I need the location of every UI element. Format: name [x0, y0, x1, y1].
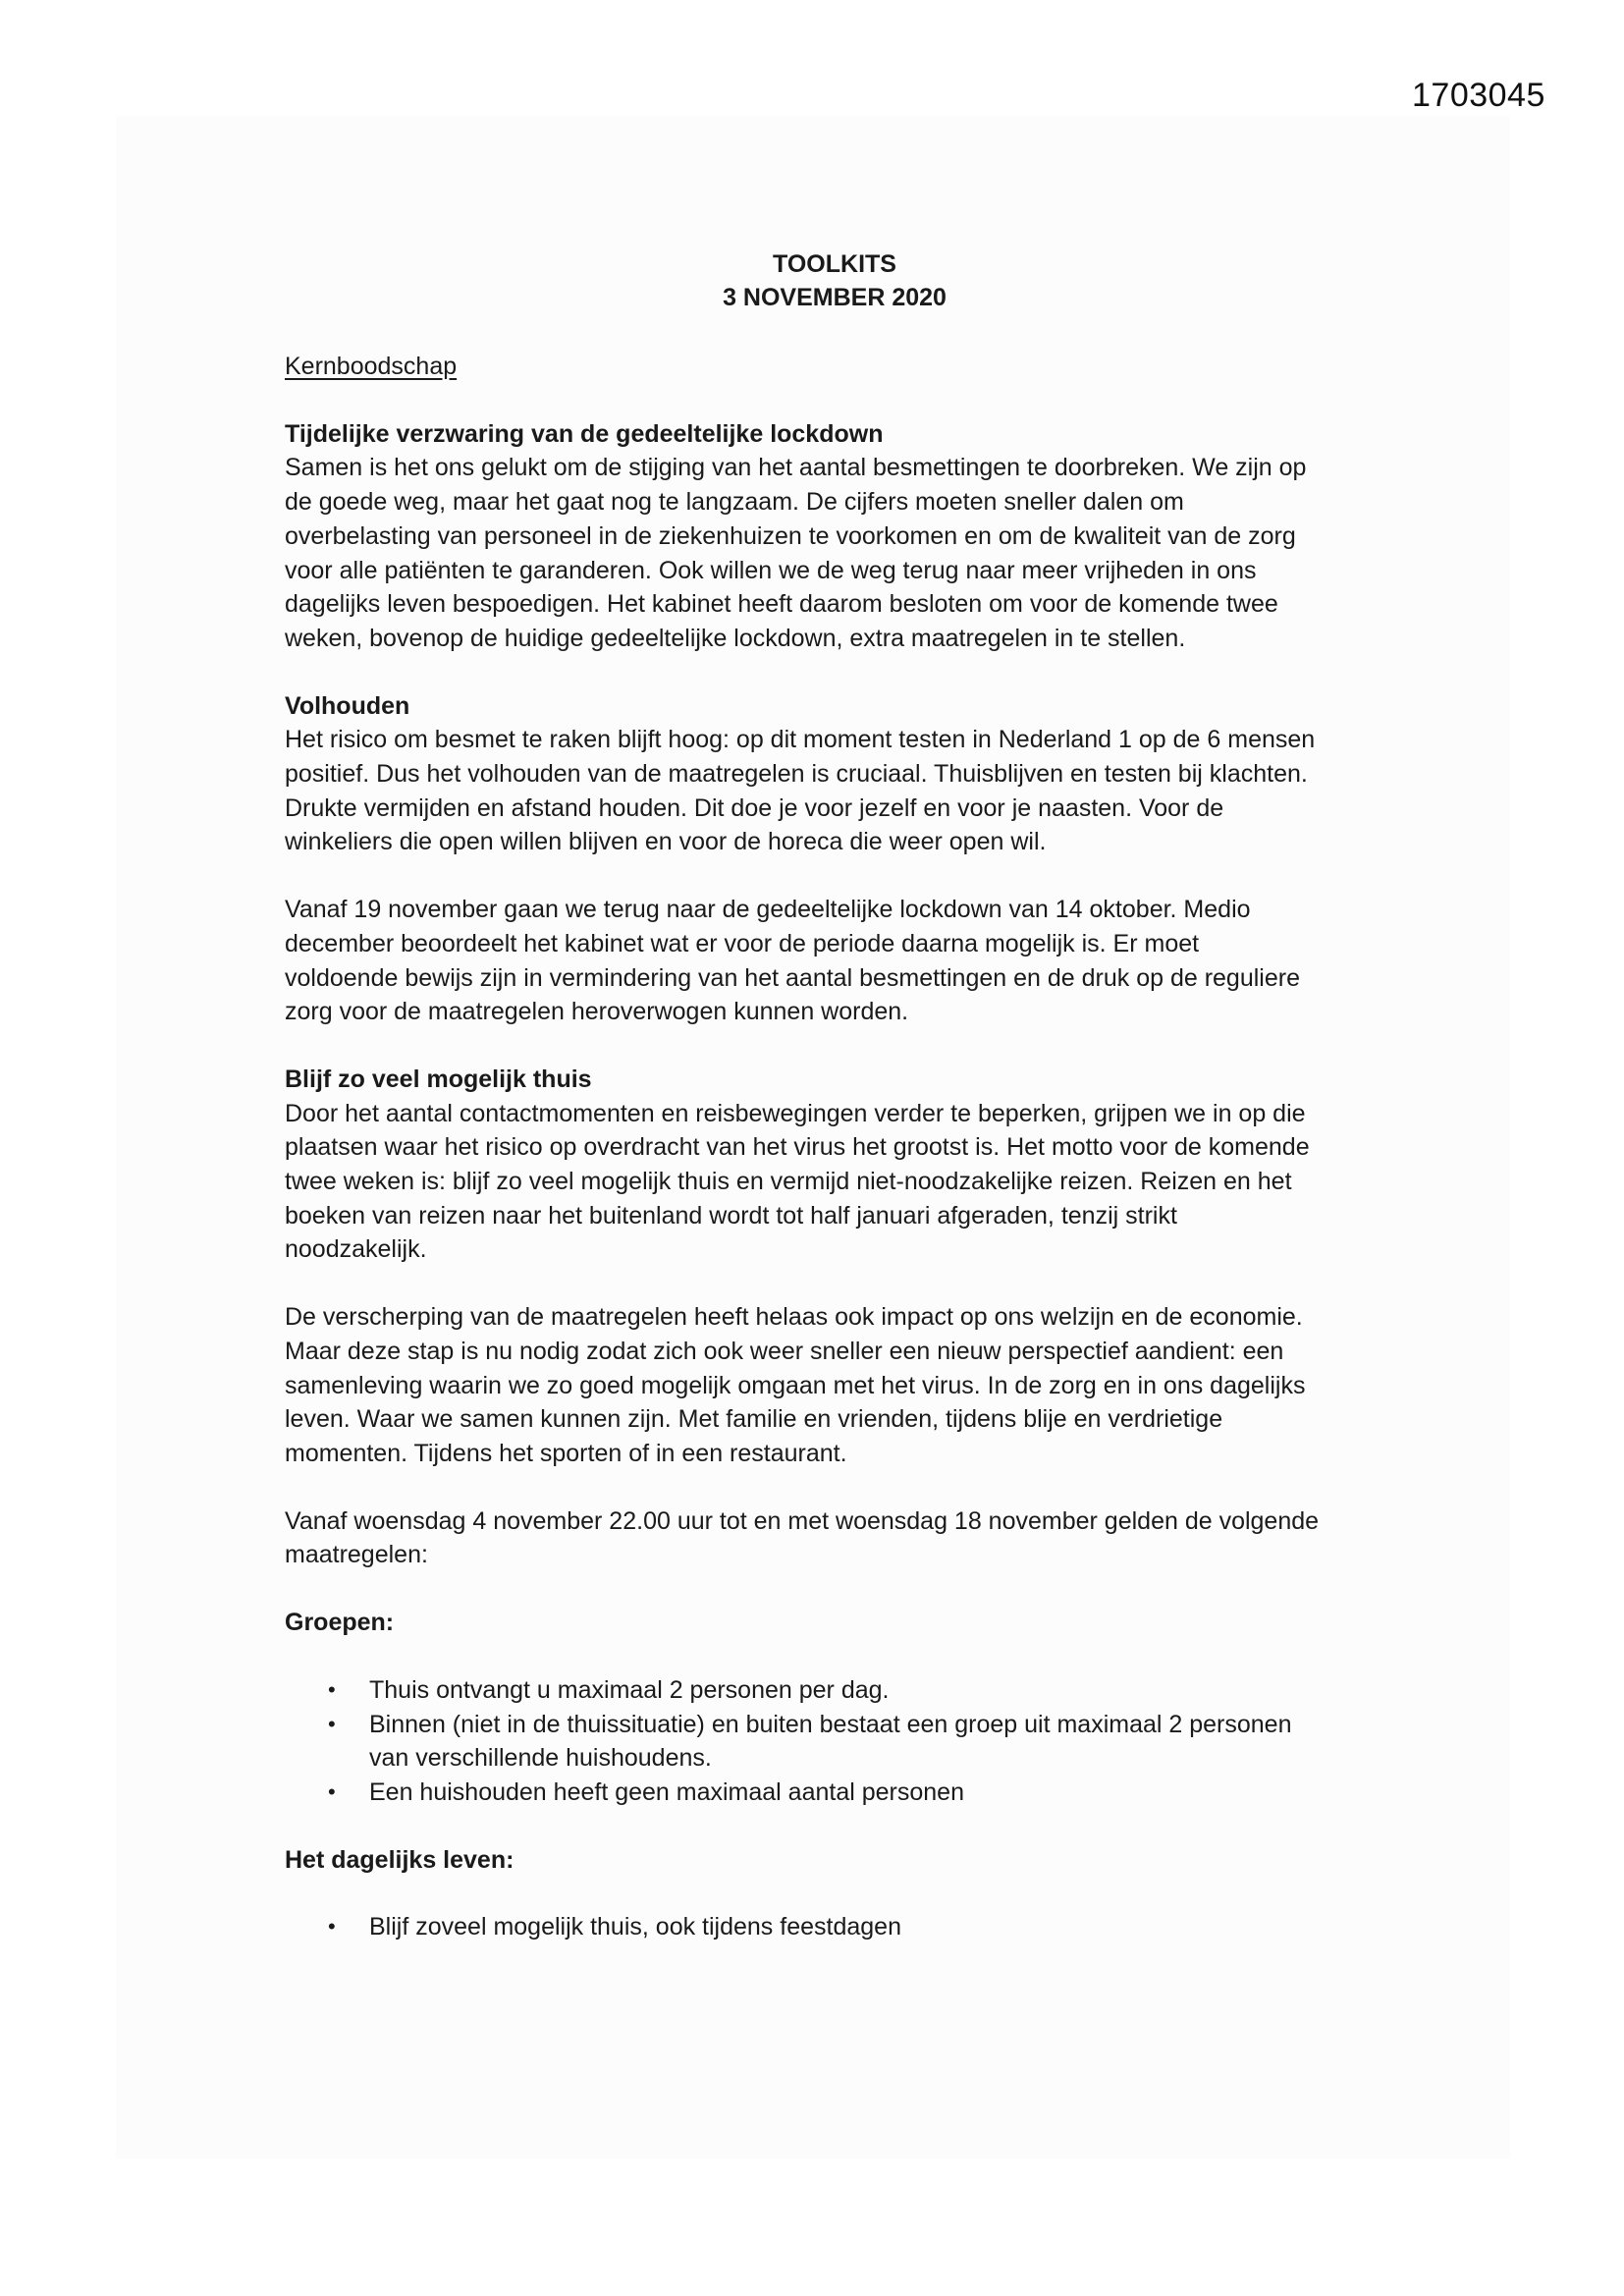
paragraph-maatregelen-intro: [285, 1504, 1394, 1572]
bullet-icon: •: [328, 1676, 336, 1702]
paragraph-blijf-thuis: [285, 1097, 1394, 1268]
text-line: leven. Waar we samen kunnen zijn. Met familie en vrienden, tijdens blije en verdrietige: [285, 1405, 1223, 1434]
heading-tijdelijke-verzwaring: Tijdelijke verzwaring van de gedeeltelijke lockdown: [285, 419, 884, 448]
list-item-text: Blijf zoveel mogelijk thuis, ook tijdens feestdagen: [369, 1913, 901, 1941]
text-line: de goede weg, maar het gaat nog te langzaam. De cijfers moeten sneller dalen om: [285, 488, 1184, 517]
text-line: zorg voor de maatregelen heroverwogen kunnen worden.: [285, 998, 909, 1026]
text-line: plaatsen waar het risico op overdracht van het virus het grootst is. Het motto voor de komende: [285, 1133, 1310, 1162]
bullet-icon: •: [328, 1711, 336, 1736]
paragraph-vanaf-19-november: [285, 893, 1394, 1029]
text-line: winkeliers die open willen blijven en voor de horeca die weer open wil.: [285, 828, 1047, 856]
text-line: voor alle patiënten te garanderen. Ook willen we de weg terug naar meer vrijheden in ons: [285, 556, 1257, 584]
list-item-text: Een huishouden heeft geen maximaal aantal personen: [369, 1777, 964, 1806]
text-line: momenten. Tijdens het sporten of in een restaurant.: [285, 1439, 847, 1467]
paragraph-volhouden: [285, 723, 1394, 859]
text-line: noodzakelijk.: [285, 1235, 427, 1264]
daily-life-label: Het dagelijks leven:: [285, 1845, 514, 1874]
bullet-icon: •: [328, 1778, 336, 1804]
text-line: Samen is het ons gelukt om de stijging van het aantal besmettingen te doorbreken. We zijn op: [285, 454, 1307, 482]
title-line-2: 3 NOVEMBER 2020: [723, 284, 947, 311]
section-label: Kernboodschap: [285, 353, 458, 380]
text-line: Maar deze stap is nu nodig zodat zich ook weer sneller een nieuw perspectief aandient: een: [285, 1337, 1284, 1365]
text-line: december beoordeelt het kabinet wat er voor de periode daarna mogelijk is. Er moet: [285, 929, 1200, 957]
text-line: dagelijks leven bespoedigen. Het kabinet heeft daarom besloten om voor de komende twee: [285, 590, 1278, 619]
list-item: [285, 1708, 1394, 1776]
bullet-icon: •: [328, 1914, 336, 1940]
text-line: Drukte vermijden en afstand houden. Dit doe je voor jezelf en voor je naasten. Voor de: [285, 793, 1224, 822]
text-line: Het risico om besmet te raken blijft hoog: op dit moment testen in Nederland 1 op de 6 mensen: [285, 726, 1316, 754]
document-id: 1703045: [1412, 77, 1545, 114]
text-line: overbelasting van personeel in de ziekenhuizen te voorkomen en om de kwaliteit van de zorg: [285, 521, 1296, 550]
heading-blijf-thuis: Blijf zo veel mogelijk thuis: [285, 1065, 592, 1093]
list-item: [285, 1776, 1394, 1810]
text-line: positief. Dus het volhouden van de maatregelen is cruciaal. Thuisblijven en testen bij klachten.: [285, 760, 1308, 789]
list-item-text: van verschillende huishoudens.: [369, 1744, 712, 1773]
heading-volhouden: Volhouden: [285, 691, 410, 720]
daily-life-list: [285, 1910, 1394, 1944]
paragraph-tijdelijke-verzwaring: [285, 451, 1394, 655]
paragraph-verscherping: [285, 1300, 1394, 1471]
text-line: twee weken is: blijf zo veel mogelijk thuis en vermijd niet-noodzakelijke reizen. Reizen en het: [285, 1168, 1292, 1196]
text-line: boeken van reizen naar het buitenland wordt tot half januari afgeraden, tenzij strikt: [285, 1201, 1177, 1230]
text-line: samenleving waarin we zo goed mogelijk omgaan met het virus. In de zorg en in ons dagelijks: [285, 1371, 1306, 1399]
groups-label: Groepen:: [285, 1609, 395, 1637]
text-line: Door het aantal contactmomenten en reisbewegingen verder te beperken, grijpen we in op die: [285, 1099, 1306, 1127]
list-item-text: Binnen (niet in de thuissituatie) en buiten bestaat een groep uit maximaal 2 personen: [369, 1710, 1292, 1738]
text-line: voldoende bewijs zijn in vermindering van het aantal besmettingen en de druk op de reguliere: [285, 963, 1300, 992]
list-item-text: Thuis ontvangt u maximaal 2 personen per dag.: [369, 1675, 890, 1704]
document-title: [275, 247, 1394, 314]
document-body: [285, 247, 1394, 1944]
text-line: maatregelen:: [285, 1541, 428, 1569]
list-item: [285, 1910, 1394, 1944]
text-line: Vanaf 19 november gaan we terug naar de gedeeltelijke lockdown van 14 oktober. Medio: [285, 896, 1251, 924]
title-line-1: TOOLKITS: [773, 250, 896, 278]
groups-list: [285, 1673, 1394, 1810]
text-line: De verscherping van de maatregelen heeft helaas ook impact op ons welzijn en de economie.: [285, 1303, 1303, 1332]
list-item: [285, 1673, 1394, 1708]
text-line: Vanaf woensdag 4 november 22.00 uur tot en met woensdag 18 november gelden de volgende: [285, 1506, 1320, 1535]
text-line: weken, bovenop de huidige gedeeltelijke lockdown, extra maatregelen in te stellen.: [285, 624, 1186, 652]
